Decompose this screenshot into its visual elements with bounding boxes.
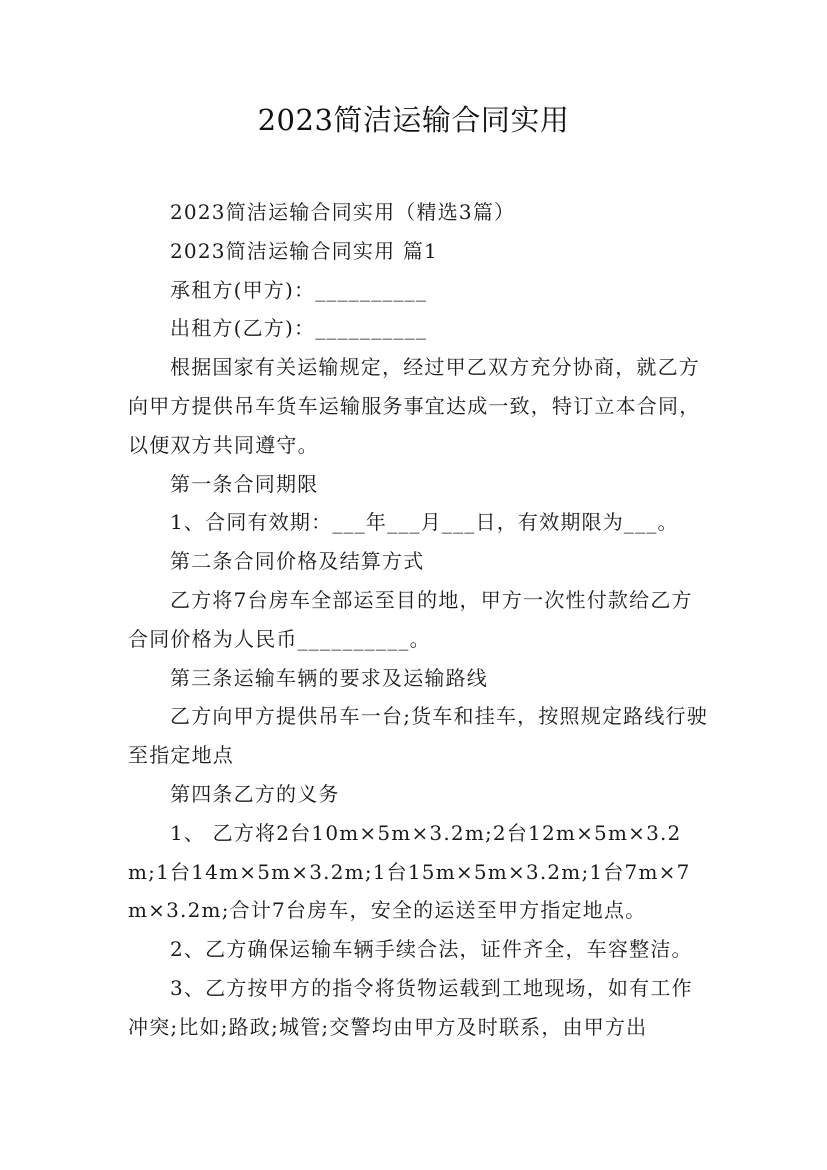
paragraph-clause-1-heading: 第一条合同期限 bbox=[170, 471, 319, 496]
paragraph-clause-2-heading: 第二条合同价格及结算方式 bbox=[170, 549, 425, 574]
paragraph-clause-4-heading: 第四条乙方的义务 bbox=[170, 781, 340, 806]
paragraph-clause-3-body: 乙方向甲方提供吊车一台;货车和挂车，按照规定路线行驶至指定地点 bbox=[128, 704, 708, 768]
paragraph-clause-3-heading: 第三条运输车辆的要求及运输路线 bbox=[170, 665, 488, 690]
paragraph-party-a: 承租方(甲方)：__________ bbox=[170, 277, 428, 302]
paragraph-clause-4-item-2: 2、乙方确保运输车辆手续合法，证件齐全，车容整洁。 bbox=[170, 937, 693, 962]
document-title: 2023简洁运输合同实用 bbox=[257, 103, 570, 137]
document-body bbox=[128, 193, 708, 1047]
paragraph-clause-1-item-1: 1、合同有效期：___年___月___日，有效期限为___。 bbox=[170, 510, 679, 535]
paragraph-subtitle: 2023简洁运输合同实用（精选3篇） bbox=[170, 200, 516, 224]
paragraph-clause-4-item-1: 1、 乙方将2台10m×5m×3.2m;2台12m×5m×3.2m;1台14m×5m×3.2m;1台15m×5m×3.2m;1台7m×7m×3.2m;合计7台房车，安全的运送至甲方指定地点。 bbox=[128, 820, 691, 923]
paragraph-clause-4-item-3: 3、乙方按甲方的指令将货物运载到工地现场，如有工作冲突;比如;路政;城管;交警均由甲方及时联系，由甲方出 bbox=[128, 975, 693, 1039]
paragraph-article-heading: 2023简洁运输合同实用 篇1 bbox=[170, 238, 438, 263]
paragraph-party-b: 出租方(乙方)：__________ bbox=[170, 316, 428, 341]
paragraph-clause-2-body: 乙方将7台房车全部运至目的地，甲方一次性付款给乙方合同价格为人民币__________。 bbox=[128, 587, 693, 651]
paragraph-preamble: 根据国家有关运输规定，经过甲乙双方充分协商，就乙方向甲方提供吊车货车运输服务事宜达成一致，特订立本合同，以便双方共同遵守。 bbox=[128, 355, 701, 457]
